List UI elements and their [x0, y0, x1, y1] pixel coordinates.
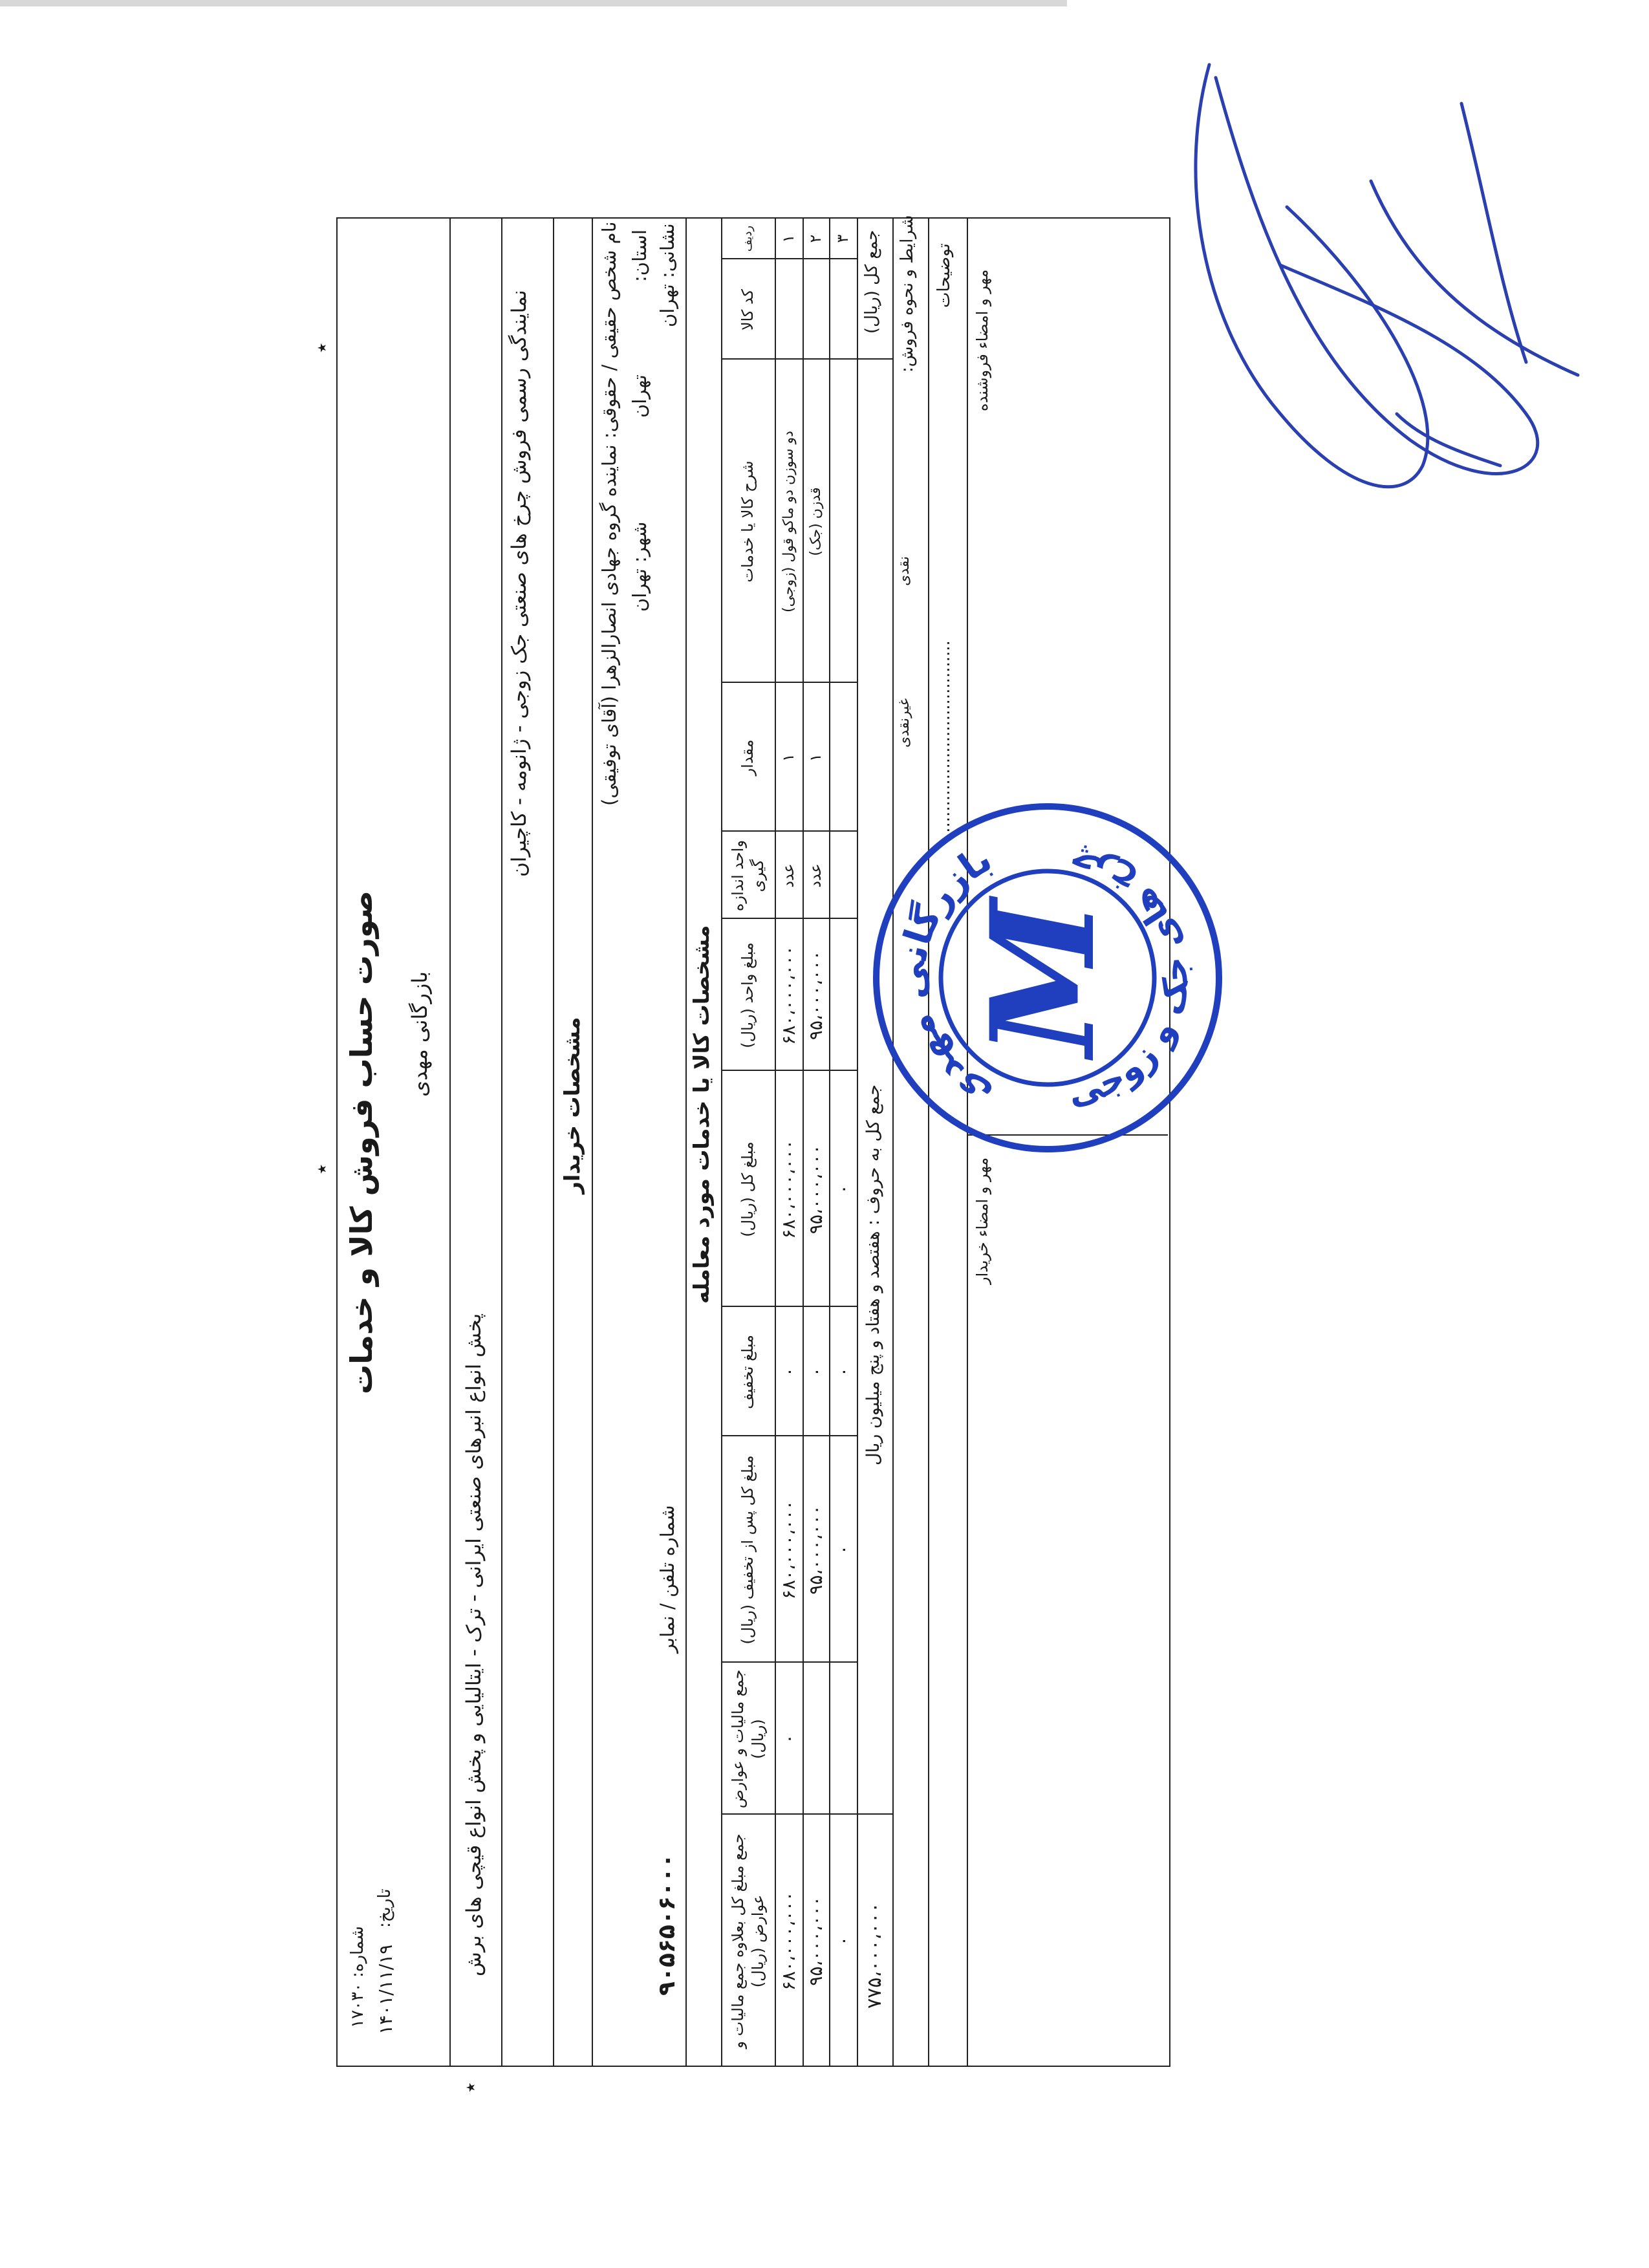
- cell-tax-1: ۰: [777, 1734, 799, 1744]
- col-divider: [721, 1813, 857, 1815]
- seller-sign-label: مهر و امضاء فروشنده: [973, 269, 991, 411]
- cell-total-1: ۶۸۰،۰۰۰،۰۰۰: [777, 1139, 799, 1239]
- cash-label: نقدی: [896, 556, 912, 586]
- seller-representation: نمایندگی رسمی فروش چرخ های صنعتی جک زوجی - ژانومه - کاچیران: [508, 290, 531, 877]
- row-divider: [449, 217, 451, 2067]
- th-desc: شرح کالا یا خدمات: [738, 460, 757, 583]
- buyer-section-title: مشخصات خریدار: [559, 1017, 585, 1194]
- terms-label: شرایط و نحوه فروش:: [898, 215, 917, 373]
- buyer-address: نشانی: تهران: [656, 223, 678, 327]
- margin-mark: ٭: [310, 342, 333, 353]
- cell-after-discount-3: ۰: [832, 1544, 854, 1555]
- cell-grand-3: ۰: [832, 1936, 854, 1947]
- cell-grand-1: ۶۸۰،۰۰۰،۰۰۰: [777, 1891, 799, 1991]
- col-divider: [721, 258, 857, 259]
- cell-after-discount-1: ۶۸۰،۰۰۰،۰۰۰: [777, 1500, 799, 1600]
- col-divider: [721, 682, 857, 683]
- col-divider: [721, 918, 857, 919]
- cell-qty-2: ۱: [806, 753, 825, 762]
- buyer-phone: ۹۰۵۶۵۰۶۰۰۰: [654, 1853, 680, 1996]
- cell-grand-2: ۹۵،۰۰۰،۰۰۰: [804, 1896, 826, 1986]
- th-discount: مبلغ تخفیف: [738, 1335, 757, 1409]
- cell-total-3: ۰: [832, 1184, 854, 1194]
- th-tax: جمع مالیات و عوارض (ریال): [728, 1669, 767, 1809]
- col-divider: [857, 358, 892, 360]
- margin-mark: ٭: [459, 2082, 482, 2093]
- invoice-title: صورت حساب فروش کالا و خدمات: [344, 891, 379, 1394]
- cell-unit-1: عدد: [779, 863, 798, 888]
- total-label: جمع کل (ریال): [862, 230, 881, 334]
- col-divider: [721, 1306, 857, 1307]
- cell-row-1: ۱: [779, 234, 798, 243]
- margin-mark: ٭: [310, 1163, 333, 1174]
- th-unit-price: مبلغ واحد (ریال): [738, 942, 757, 1048]
- cell-discount-3: ۰: [832, 1366, 854, 1377]
- row-divider: [553, 217, 554, 2067]
- th-after-discount: مبلغ کل پس از تخفیف (ریال): [738, 1455, 757, 1645]
- th-unit: واحد اندازه گیری: [728, 839, 767, 912]
- row-divider: [501, 217, 502, 2067]
- th-row: ردیف: [741, 225, 755, 252]
- th-total: مبلغ کل (ریال): [738, 1141, 757, 1237]
- cell-desc-1: دو سوزن دو ماکو قول (زوجی): [780, 431, 797, 612]
- seller-activity: پخش انواع انبرهای صنعتی ایرانی - ترک - ایتالیایی و پخش انواع قیچی های برش: [462, 1313, 486, 1976]
- cell-unit-price-2: ۹۵،۰۰۰،۰۰۰: [804, 950, 826, 1041]
- notes-line: .....................................: [934, 640, 954, 838]
- buyer-city: شهر: تهران: [629, 521, 651, 612]
- buyer-person: نام شخص حقیقی / حقوقی: نماینده گروه جهادی انصارالزهرا (آقای توفیقی): [598, 221, 620, 806]
- notes-label: توضیحات: [934, 243, 954, 308]
- items-section-title: مشخصات کالا یا خدمات مورد معامله: [689, 925, 714, 1304]
- cell-desc-2: قدزن (جک): [807, 487, 824, 556]
- col-divider: [721, 1070, 857, 1071]
- total-words: جمع کل به حروف : هفتصد و هفتاد و پنج میلیون ریال: [863, 1084, 883, 1465]
- stamp-top-text: بازرگانی مهدی: [889, 836, 999, 1119]
- cell-row-2: ۲: [806, 234, 825, 243]
- row-divider: [685, 217, 687, 2067]
- th-grand: جمع مبلغ کل بعلاوه جمع مالیات و عوارض (ریال): [728, 1833, 767, 2049]
- cell-discount-1: ۰: [777, 1366, 799, 1377]
- cell-discount-2: ۰: [804, 1366, 826, 1377]
- cell-total-2: ۹۵،۰۰۰،۰۰۰: [804, 1144, 826, 1235]
- cell-qty-1: ۱: [779, 753, 798, 762]
- handwritten-signature: [1009, 52, 1591, 517]
- total-value: ۷۷۵،۰۰۰،۰۰۰: [863, 1902, 886, 2009]
- company-stamp: [867, 797, 1229, 1159]
- cell-row-3: ۳: [834, 234, 852, 243]
- th-qty: مقدار: [738, 739, 757, 776]
- seller-name: بازرگانی مهدی: [407, 971, 432, 1097]
- stamp-bottom-text: چرخ های جک و زوجی: [1064, 843, 1196, 1113]
- buyer-province: تهران: [629, 374, 651, 418]
- col-divider: [721, 830, 857, 832]
- th-code: کد کالا: [738, 288, 757, 331]
- col-divider: [857, 1813, 892, 1815]
- noncash-label: غیرنقدی: [896, 698, 912, 748]
- invoice-date: ۱۴۰۱/۱۱/۱۹: [375, 1944, 396, 2035]
- buyer-province-label: استان:: [629, 229, 651, 282]
- invoice-number: شماره: ۱۷۰۳۰: [348, 1926, 367, 2028]
- row-divider: [592, 217, 593, 2067]
- scan-edge-shadow: [0, 0, 1067, 6]
- stamp-letter: M: [959, 899, 1126, 1057]
- row-divider: [857, 217, 858, 2067]
- cell-tax-2: [804, 1665, 828, 1813]
- col-divider: [721, 1661, 857, 1663]
- invoice-date-label: تاریخ:: [375, 1888, 394, 1928]
- col-divider: [721, 1435, 857, 1436]
- cell-after-discount-2: ۹۵،۰۰۰،۰۰۰: [804, 1505, 826, 1595]
- col-divider: [721, 358, 857, 360]
- cell-unit-price-1: ۶۸۰،۰۰۰،۰۰۰: [777, 945, 799, 1045]
- cell-unit-2: عدد: [806, 863, 825, 888]
- buyer-sign-label: مهر و امضاء خریدار: [973, 1157, 991, 1284]
- buyer-phone-label: شماره تلفن / نمابر: [656, 1505, 678, 1653]
